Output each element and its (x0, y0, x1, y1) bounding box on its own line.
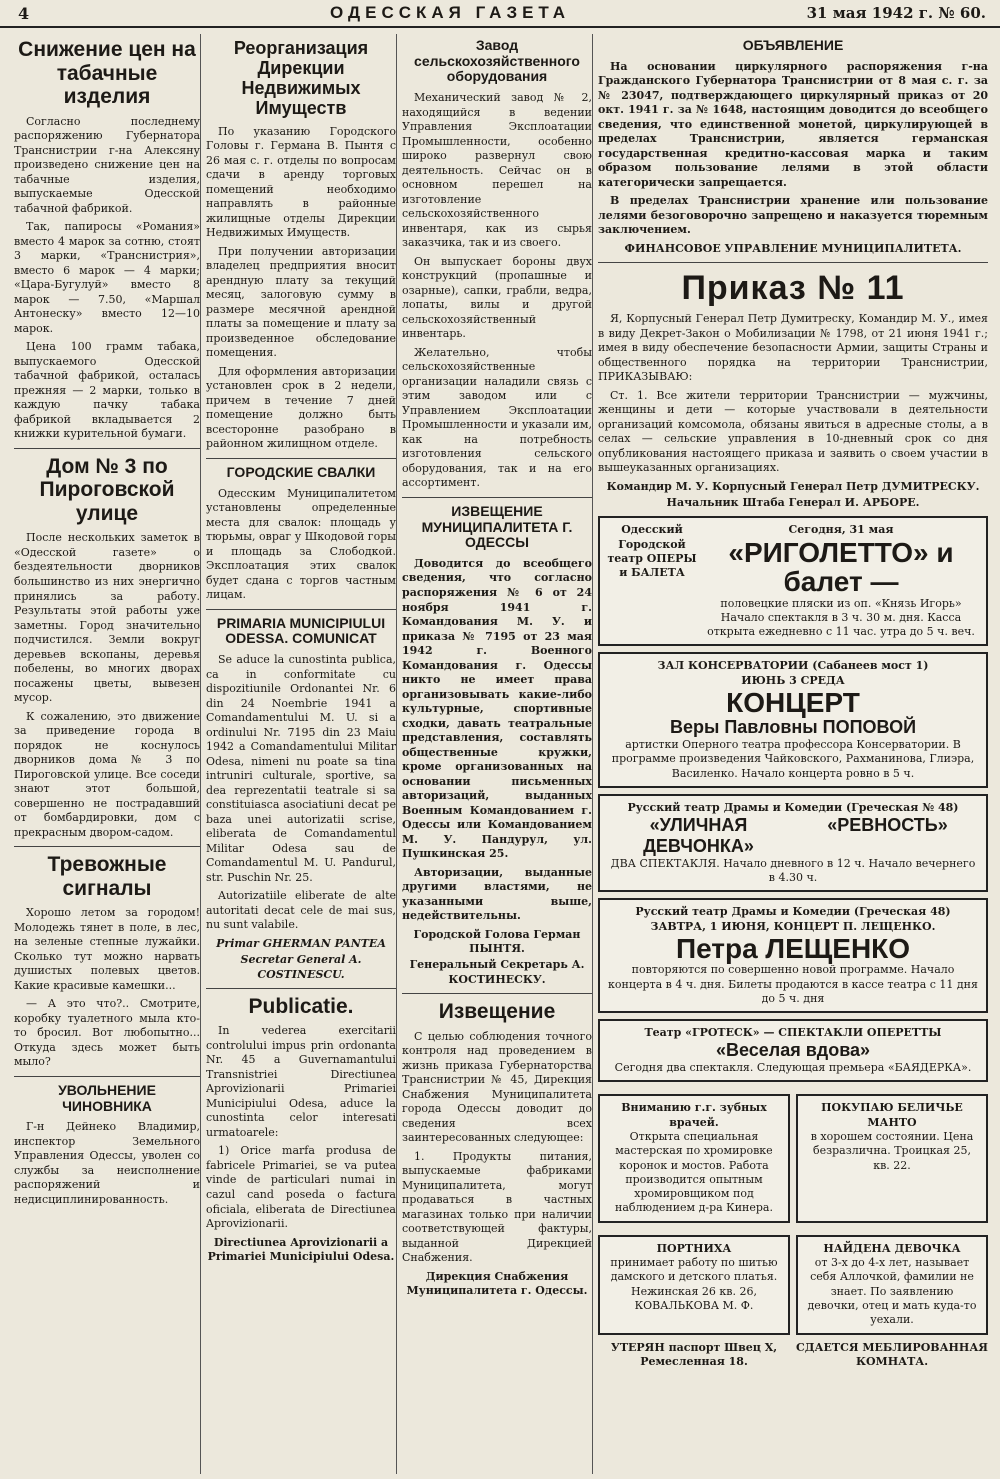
dental-text: Открыта специальная мастерская по хромировке коронок и мостов. Работа производится опытным хромировщиком под наблюдением д-ра Кинера. (615, 1129, 773, 1215)
plant-article-text: Он выпускает бороны двух конструкций (пропашные и озарные), сапки, грабли, ведра, лопаты, вилы и другой сельскохозяйственный инвентарь. (402, 254, 592, 341)
notice-text: Авторизации, выданные другими властями, не указанными выше, недействительны. (402, 865, 592, 923)
divider (14, 846, 200, 847)
izv-text: С целью соблюдения точного контроля над проведением в жизнь приказа Губернаторства Транснистрии № 45, Дирекция Снабжения Муниципалитета города Одессы доводит до сведения всех заинтересованных следующее: (402, 1029, 592, 1145)
tailor-title: ПОРТНИХА (656, 1241, 732, 1255)
plant-article-title: Завод сельскохозяйственного оборудования (414, 37, 580, 85)
notice-text: Доводится до всеобщего сведения, что согласно распоряжения № 6 от 24 ноября 1941 г. Командования М. У. и приказа № 7195 от 23 мая 1942 г. Военного Командования г. Одессы никто не имеет права организовывать какие-либо культурные, спортивные сходки, давать театральные представления, составлять общественные кружки, кроме организованных на основании письменных авторизаций, выданных Военным Командованием г. Одессы или Командованием М. У. Пандурул, ул. Пушкинская 25. (402, 556, 592, 861)
plant-article-text: Механический завод № 2, находящийся в ведении Управления Эксплоатации Промышленности, особенно широко развернул свою деятельность. Сейчас он в основном перешел на изготовление сельскохозяйственного инвентаря, как из сырья заказчика, так и из своего. (402, 91, 592, 250)
signals-article-text: — А это что?.. Смотрите, коробку туалетного мыла кто-то бросил. Вот любопытно... Откуда здесь может быть мыло? (14, 997, 200, 1069)
column-2 (206, 34, 397, 1474)
drama-show: «РЕВНОСТЬ» (827, 815, 948, 836)
concert-day: ИЮНЬ 3 СРЕДА (741, 673, 845, 687)
column-4 (598, 34, 988, 1474)
reorg-article-text: При получении авторизации владелец предприятия вносит арендную плату за текущий месяц, залоговую сумму в размере месячной арендной платы за помещение и плату за произведенное обследование помещения. (206, 244, 396, 360)
small-ads-row (598, 1341, 988, 1370)
notice-title: ИЗВЕЩЕНИЕ МУНИЦИПАЛИТЕТА Г. ОДЕССЫ (421, 502, 573, 551)
prikaz-signature: Начальник Штаба Генерал И. АРБОРЕ. (666, 496, 920, 510)
reorg-article-text: Для оформления авторизации установлен срок в 2 недели, причем в течение 7 дней помещение должно быть всесторонне разобрано в районном жилищном отделе. (206, 364, 396, 451)
drama-note: ДВА СПЕКТАКЛЯ. Начало дневного в 12 ч. Начало вечернего в 4.30 ч. (610, 856, 976, 884)
rigoletto-ad (598, 516, 988, 646)
rigoletto-date: Сегодня, 31 мая (788, 523, 894, 537)
column-3 (402, 34, 593, 1474)
tailor-ad (598, 1235, 790, 1335)
signals-article-title: Тревожные сигналы (47, 853, 167, 900)
rigoletto-title: «РИГОЛЕТТО» и балет — (728, 536, 954, 598)
issue-date: 31 мая 1942 г. № 60. (806, 4, 986, 22)
publicatie-text: In vederea exercitarii controlului impus prin ordonanta Nr. 45 a Guvernamantului Transnistriei Directiunea Aprovizionarii Primariei Municipiului Odesa, aduce la cunostinta celor interesati urmatoarele: (206, 1024, 396, 1139)
concert-title: КОНЦЕРТ (726, 686, 860, 718)
house-article-text: К сожалению, это движение за приведение города в порядок не коснулось дворников дома № 3 по Пироговской улице. Все соседи знают этот большой, совершенно не пострадавший от бомбардировки, дом с прекрасным двором-садом. (14, 709, 200, 839)
obyav-signature: ФИНАНСОВОЕ УПРАВЛЕНИЕ МУНИЦИПАЛИТЕТА. (624, 241, 962, 255)
izv-text: 1. Продукты питания, выпускаемые фабриками Муниципалитета, могут продаваться в частных магазинах только при наличии соответствующей фактуры, выданной Дирекцией Снабжения. (402, 1149, 592, 1265)
signals-article-text: Хорошо летом за городом! Молодежь тянет в поле, в лес, на зеленые степные лужайки. Сколько тут можно нарвать душистых полевых цветов. Какие красивые камешки... (14, 906, 200, 992)
leshchenko-heading: Русский театр Драмы и Комедии (Греческая 48) (635, 905, 951, 919)
leshchenko-ad (598, 898, 988, 1013)
girl-text: от 3-х до 4-х лет, называет себя Аллочкой, фамилии не знает. По заявлению девочки, отец и мать куда-то уехали. (807, 1256, 977, 1327)
dumps-article-title: ГОРОДСКИЕ СВАЛКИ (226, 463, 376, 480)
small-ads-row (598, 1088, 988, 1228)
comunicat-signature: Primar GHERMAN PANTEA (216, 936, 386, 950)
page-number: 4 (18, 4, 30, 23)
publicatie-title: Publicatie. (248, 994, 354, 1018)
divider (598, 262, 988, 263)
divider (206, 458, 396, 459)
rigoletto-time: Начало спектакля в 3 ч. 30 м. дня. Касса открыта ежедневно с 11 час. утра до 5 ч. веч. (707, 610, 975, 639)
divider (402, 497, 592, 498)
dumps-article-text: Одесским Муниципалитетом установлены определенные места для свалок: площадь у тюрьмы, овраг у Шкодовой горы и площадь за Слободкой. Эксплоатация этих свалок будет сдана с торгов частным лицам. (206, 486, 396, 602)
concert-note: артистки Оперного театра профессора Консерватории. В программе произведения Чайковского, Рахманинова, Глиэра, Василенко. Начало концерта ровно в 5 ч. (611, 738, 975, 780)
lost-ad: УТЕРЯН паспорт Швец Х, Ремесленная 18. (610, 1340, 778, 1368)
dismissal-article-text: Г-н Дейнеко Владимир, инспектор Земельного Управления Одессы, уволен со службы за неисполнение распоряжений и недисциплинированность. (14, 1120, 200, 1206)
newspaper-title: ОДЕССКАЯ ГАЗЕТА (330, 3, 571, 22)
drama-ad (598, 794, 988, 892)
comunicat-text: Autorizatiile eliberate de alte autoritati decat cele de mai sus, nu sunt valabile. (206, 889, 396, 932)
concert-ad (598, 652, 988, 788)
tobacco-article-text: Так, папиросы «Романия» вместо 4 марок за сотню, стоят 3 марки, «Транснистрия», вместо 6 марок — 4 марки; «Цара-Бугулуй» вместо 8 марок — 7.50, «Маршал Антонеску» вместо 12—10 марок. (14, 220, 200, 335)
drama-heading: Русский театр Драмы и Комедии (Греческая № 48) (627, 800, 959, 814)
grotesk-ad (598, 1019, 988, 1082)
divider (206, 609, 396, 610)
column-1 (14, 34, 201, 1474)
leshchenko-title: Петра ЛЕЩЕНКО (675, 932, 911, 964)
concert-artist: Веры Павловны ПОПОВОЙ (669, 717, 917, 738)
rigoletto-theatre: Одесский Городской театр ОПЕРЫ и БАЛЕТА (607, 523, 697, 580)
grotesk-heading: Театр «ГРОТЕСК» — СПЕКТАКЛИ ОПЕРЕТТЫ (644, 1026, 942, 1040)
obyav-text: На основании циркулярного распоряжения г-на Гражданского Губернатора Транснистрии от 8 мая с. г. за № 23047, подтверждающего циркулярный приказ от 20 окт. 1941 г. за № 1648, настоящим доводится до всеобщего сведения, что единственной монетой, циркулирующей в пределах Транснистрии, является германская государственная кредитно-кассовая марка и таким образом пользование лелями в этой области категорически запрещается. (598, 59, 988, 189)
tobacco-article-title: Снижение цен на табачные изделия (18, 38, 196, 109)
reorg-article-title: Реорганизация Дирекции Недвижимых Имуществ (233, 38, 369, 119)
small-ads-row (598, 1229, 988, 1341)
grotesk-note: Сегодня два спектакля. Следующая премьера «БАЯДЕРКА». (614, 1061, 972, 1075)
leshchenko-note: повторяются по совершенно новой программе. Начало концерта в 4 ч. дня. Билеты продаются в кассе театра с 11 дня до 5 ч. дня (608, 963, 978, 1005)
drama-show: «УЛИЧНАЯ ДЕВЧОНКА» (643, 815, 754, 856)
dental-title: Вниманию г.г. зубных врачей. (621, 1101, 767, 1129)
notice-signature: Генеральный Секретарь А. КОСТИНЕСКУ. (409, 958, 585, 986)
masthead (0, 0, 1000, 28)
divider (402, 993, 592, 994)
izv-title: Извещение (438, 1000, 556, 1024)
tailor-text: принимает работу по шитью дамского и детского платья. Нежинская 26 кв. 26, КОВАЛЬКОВА М. Ф. (610, 1256, 778, 1312)
coat-title: ПОКУПАЮ БЕЛИЧЬЕ МАНТО (821, 1101, 963, 1129)
house-article-title: Дом № 3 по Пироговской улице (39, 454, 175, 525)
obyav-title: ОБЪЯВЛЕНИЕ (742, 37, 844, 53)
comunicat-signature: Secretar General A. COSTINESCU. (240, 953, 362, 981)
divider (206, 988, 396, 989)
izv-signature: Дирекция Снабжения Муниципалитета г. Одессы. (406, 1269, 588, 1298)
prikaz-text: Ст. 1. Все жители территории Транснистрии — мужчины, женщины и дети — которые участвовали в деятельности организаций комсомола, обязаны явиться в адресные столы, а в селах — сельские управления в 10-дневный срок со дня опубликования настоящего приказа и заявить о своем участии в вышеуказанных организациях. (598, 388, 988, 475)
prikaz-signature: Командир М. У. Корпусный Генерал Петр ДУМИТРЕСКУ. (606, 479, 980, 493)
leshchenko-date: ЗАВТРА, 1 ИЮНЯ, КОНЦЕРТ П. ЛЕЩЕНКО. (650, 919, 936, 933)
comunicat-text: Se aduce la cunostinta publica, ca in conformitate cu dispozitiunile Ordonantei Nr. 6 din 24 Noembrie 1941 a Comandamentului M. U. si a ordinului Nr. 7195 din 23 Maiu 1942 a Comandamentului Militar Odesa, nimeni nu poate sa tina intruniri culturale, sportive, sa dea reprezentatii teatrale si sa constituiasca asociatiuni decat pe baza unei autorizatii scrise, eliberata de Comandamentul Militar Odesa sau de Comandamentul M. U. Pandurul, str. Puschin Nr. 25. (206, 653, 396, 884)
dental-ad (598, 1094, 790, 1222)
dismissal-article-title: УВОЛЬНЕНИЕ ЧИНОВНИКА (58, 1081, 156, 1114)
prikaz-text: Я, Корпусный Генерал Петр Думитреску, Командир М. У., имея в виду Декрет-Закон о Мобилизации № 1798, от 21 июня 1941 г.; имея в виду обеспечение безопасности Армии, защиты Страны и общественного порядка на территории Транснистрии, ПРИКАЗЫВАЮ: (598, 312, 988, 384)
house-article-text: После нескольких заметок в «Одесской газете» о бездеятельности дворников большинство из них энергично принялись за работу. Результаты этой работы уже заметны. Город значительно подчистился. Земли вокруг деревьев вскопаны, деревья побелены, во многих дворах посажены цветы, вывезен мусор. (14, 531, 200, 705)
coat-ad (796, 1094, 988, 1222)
comunicat-title: PRIMARIA MUNICIPIULUI ODESSA. COMUNICAT (216, 614, 386, 647)
tobacco-article-text: Цена 100 грамм табака, выпускаемого Одесской табачной фабрикой, осталась прежняя — 2 марки, только в каждую пачку табака фабрикой вкладывается 2 книжки курительной бумаги. (14, 340, 200, 441)
obyav-text: В пределах Транснистрии хранение или пользование лелями безоговорочно запрещено и наказуется тюремным заключением. (598, 194, 988, 237)
girl-title: НАЙДЕНА ДЕВОЧКА (823, 1241, 961, 1255)
plant-article-text: Желательно, чтобы сельскохозяйственные организации наладили связь с этим заводом или с Управлением Эксплоатации Промышленности и указали им, как на потребность изготовления сельского оборудования, так и на его ассортимент. (402, 345, 592, 490)
grotesk-title: «Веселая вдова» (715, 1040, 871, 1061)
rent-ad: СДАЕТСЯ МЕБЛИРОВАННАЯ КОМНАТА. (796, 1340, 988, 1368)
publicatie-signature: Directiunea Aprovizionarii a Primariei Municipiului Odesa. (207, 1235, 395, 1263)
notice-signature: Городской Голова Герман ПЫНТЯ. (413, 927, 581, 956)
rigoletto-subtitle: половецкие пляски из оп. «Князь Игорь» (720, 596, 962, 610)
tobacco-article-text: Согласно последнему распоряжению Губернатора Транснистрии г-на Алексяну произведено снижение цен на табачные изделия, выпускаемые Одесской табачной фабрикой. (14, 114, 200, 215)
girl-ad (796, 1235, 988, 1335)
prikaz-title: Приказ № 11 (681, 269, 905, 308)
reorg-article-text: По указанию Городского Головы г. Германа В. Пынтя с 26 мая с. г. отделы по вопросам сдачи в аренду торговых помещений необходимо направлять в районные жилищные отделы Дирекции Недвижимых Имуществ. (206, 124, 396, 240)
concert-hall: ЗАЛ КОНСЕРВАТОРИИ (Сабанеев мост 1) (657, 659, 929, 673)
publicatie-text: 1) Orice marfa produsa de fabricele Primariei, se va putea vinde de particulari numai in cazul cand poseda o factura oficiala, eliberata de Directiunea Aprovizionarii. (206, 1144, 396, 1231)
coat-text: в хорошем состоянии. Цена безразлична. Троицкая 25, кв. 22. (810, 1129, 974, 1172)
divider (14, 1076, 200, 1077)
divider (14, 448, 200, 449)
